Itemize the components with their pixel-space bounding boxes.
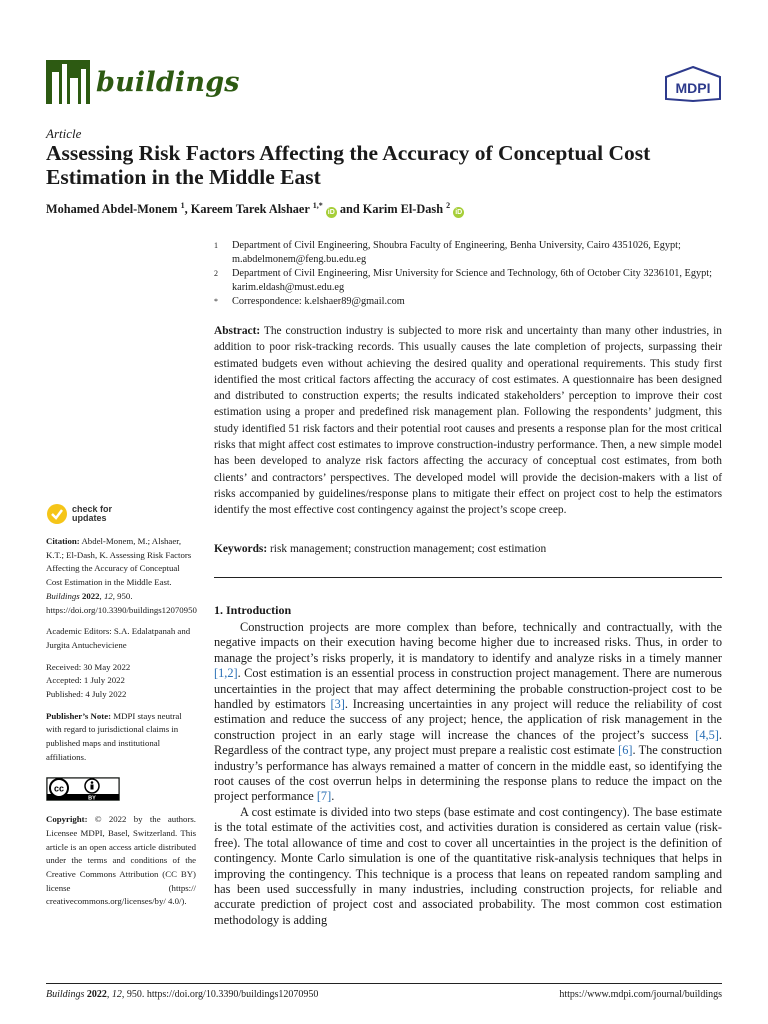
cc-by-license-icon[interactable] — [46, 777, 120, 801]
footer-citation: Buildings 2022, 12, 950. https://doi.org/10.3390/buildings12070950 — [46, 989, 319, 1000]
correspondence: * Correspondence: k.elshaer89@gmail.com — [214, 296, 405, 308]
accepted-date: Accepted: 1 July 2022 — [46, 675, 125, 686]
abstract — [214, 323, 722, 519]
footer-divider — [46, 983, 722, 984]
affiliation-item: 2 Department of Civil Engineering, Misr University for Science and Technology, 6th of October City 3236101, Egypt; karim.eldash@must.edu.eg — [214, 268, 712, 293]
paragraph: Construction projects are more complex than before, technically and contractually, with the negative impacts on their execution having become higher due to increased risks. Thus, in order to manage the project’s risks properly, it is mandatory to identify and analyze risks in a timely manner [1,2]. Cost estimation is an essential process in construction project management. There are numerous uncertainties in the project that may affect determining the probable construction-project cost to be handled by estimators [3]. Increasing uncertainties in any project will reduce the reliability of cost estimation and reduce the success of any project; hence, the application of risk management in the construction project in an early stage will increase the chances of the project’s success [4,5]. Regardless of the contract type, any project must prepare a realistic cost estimate [6]. The construction industry’s performance has always remained a matter of concern in the middle east, so identifying the root causes of the cost overrun helps in determining the response plans to reduce the impact on the project performance [7]. — [214, 620, 723, 804]
citation: Citation: Abdel-Monem, M.; Alshaer, K.T.; El-Dash, K. Assessing Risk Factors Affecting the Accuracy of Conceptual Cost Estimation in the Middle East. Buildings 2022, 12, 950. https://doi.org/10.3390/buildings12070950 — [46, 536, 197, 615]
author-affiliation: 1,* — [312, 201, 323, 210]
citation-link[interactable]: [6] — [618, 743, 633, 758]
svg-text:cc: cc — [53, 783, 65, 794]
published-date: Published: 4 July 2022 — [46, 689, 127, 700]
orcid-icon[interactable]: iD — [327, 209, 335, 217]
keywords-label: Keywords: — [214, 543, 268, 555]
section-body — [214, 620, 722, 928]
article-title: Assessing Risk Factors Affecting the Accuracy of Conceptual Cost Estimation in the Middle East — [46, 141, 651, 189]
publisher-note: Publisher’s Note: MDPI stays neutral with regard to jurisdictional claims in published maps and institutional affiliations. — [46, 710, 182, 762]
citation-link[interactable]: [3] — [330, 697, 345, 712]
abstract-label: Abstract: — [214, 325, 261, 337]
journal-name: buildings — [96, 66, 240, 98]
citation-link[interactable]: [4,5] — [695, 727, 719, 742]
svg-text:BY: BY — [88, 794, 96, 801]
footer-journal-url[interactable]: https://www.mdpi.com/journal/buildings — [559, 989, 722, 1000]
orcid-icon[interactable]: iD — [455, 209, 463, 217]
paragraph: A cost estimate is divided into two steps (base estimate and cost contingency). The base estimate is the total estimate of the activities cost, and activities duration is considered as certain value (risk-free). The total allowance of time and cost to cover all uncertainties in the project is the definition of contingency. Monte Carlo simulation is one of the quantitative risk-analysis techniques that helps in improving the contingency. This technique is a process that leans on repeated random sampling and has been used successfully in many industries, including construction projects, for reliable and accurate prediction of project cost and associated probability. The most common cost estimation methodology is adding — [214, 804, 722, 927]
keywords-text: risk management; construction management; cost estimation — [270, 543, 547, 555]
sidebar — [46, 503, 196, 917]
copyright: Copyright: © 2022 by the authors. Licensee MDPI, Basel, Switzerland. This article is an open access article distributed under the terms and conditions of the Creative Commons Attribution (CC BY) license (https:// creativecommons.org/licenses/by/ 4.0/). — [46, 814, 196, 907]
divider — [214, 577, 722, 578]
check-for-updates-button[interactable]: check for updates — [46, 503, 196, 525]
author-name: Mohamed Abdel-Monem — [46, 202, 178, 217]
dates — [46, 661, 196, 702]
received-date: Received: 30 May 2022 — [46, 661, 131, 672]
journal-logo — [46, 60, 240, 104]
section-heading: 1. Introduction — [214, 603, 292, 617]
citation-link[interactable]: [7] — [316, 789, 332, 804]
affiliation-item: 1 Department of Civil Engineering, Shoubra Faculty of Engineering, Benha University, Cairo 4351026, Egypt; m.abdelmonem@feng.bu.edu.eg — [214, 240, 681, 265]
buildings-logo-icon — [46, 60, 90, 104]
author-name: Kareem Tarek Alshaer — [190, 202, 310, 217]
mdpi-logo — [664, 66, 722, 102]
affiliations — [214, 239, 724, 310]
keywords — [214, 543, 722, 555]
abstract-text: The construction industry is subjected to more risk and uncertainty than many other industries, in addition to poor risk-tracking records. This usually causes the late completion of projects, surpassing their estimated budgets even without achieving the desired quality and operational requirements. This study first identified the most critical factors affecting the accuracy of cost estimates. A questionnaire has been designed and distributed to construction experts; the results indicated stakeholders’ perception to improve their cost estimation using a proper and predefined risk management plan. Following the respondents’ judgment, this study identified 51 risk factors and their potential root causes and presents a response plan for the most critical risks that might affect cost estimates to improve construction-industry performance. Then, a new simple model has been developed to analyze risk factors affecting the accuracy of conceptual cost estimates, from both clients’ and contractors’ perspectives. The developed model will provide the decision-makers with a list of risks accompanied by guidelines/response plans to mitigate their effect on project cost to help the estimators identify the most effective cost contingency against the project’s scope creep. — [214, 325, 722, 517]
academic-editors: Academic Editors: S.A. Edalatpanah and Jurgita Antucheviciene — [46, 626, 191, 650]
author-name: Karim El-Dash — [362, 202, 444, 217]
article-type: Article — [46, 126, 82, 141]
publisher-name: MDPI — [675, 80, 711, 96]
author-list: Mohamed Abdel-Monem $^1$, Kareem Tarek Alshaer $^{1,*}$ iD and Karim El-Dash $^2$ iD — [46, 201, 463, 217]
author-affiliation: 1 — [180, 201, 185, 210]
citation-link[interactable]: [1,2] — [214, 666, 238, 681]
author-affiliation: 2 — [446, 201, 451, 210]
check-updates-icon — [46, 503, 68, 525]
